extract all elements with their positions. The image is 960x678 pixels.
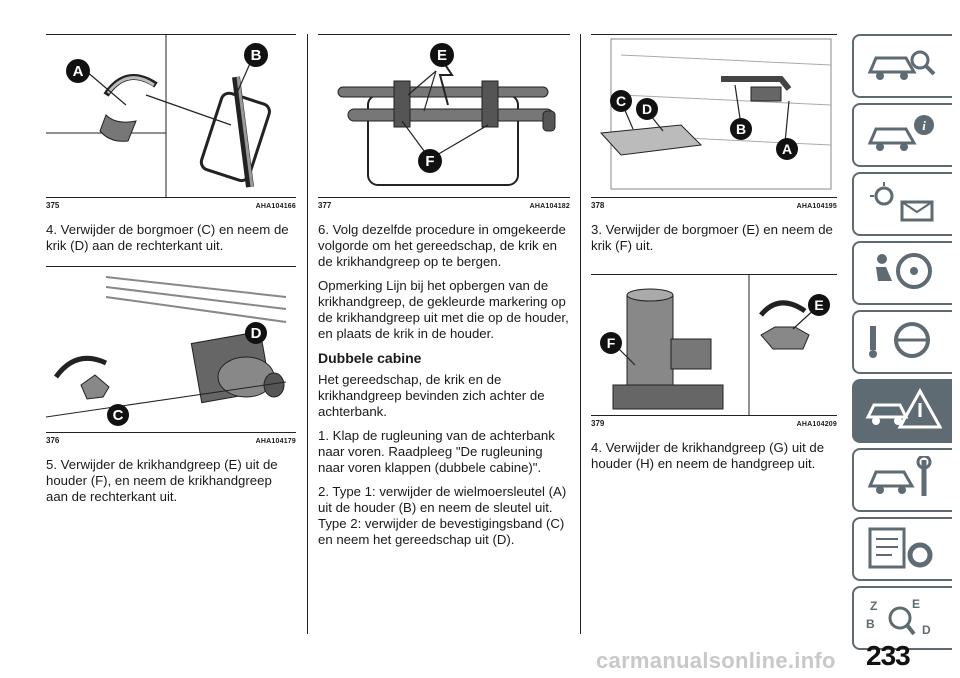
instruction-text: 5. Verwijder de krikhandgreep (E) uit de houder (F), en neem de krikhandgreep aan de rechterkant uit. [46,457,278,504]
double-cab-tools-illustration [591,35,837,197]
figure-caption [591,415,837,428]
figure-378 [591,34,837,197]
figure-caption [318,197,570,210]
chapter-tab-dashboard[interactable] [852,103,952,167]
callout-label: B [250,47,262,64]
body-text: Het gereedschap, de krik en de krikhandgreep bevinden zich achter de achterbank. [318,372,545,419]
figure-caption [46,197,296,210]
callout-label: D [250,325,262,342]
svg-text:Z: Z [870,599,878,613]
callout-label: D [641,101,653,117]
car-search-icon [862,42,942,88]
chapter-tab-technical-data[interactable] [852,517,952,581]
instruction-text: 4. Verwijder de borgmoer (C) en neem de krik (D) aan de rechterkant uit. [46,222,289,253]
column-2 [318,34,570,556]
section-heading: Dubbele cabine [318,350,422,366]
chapter-tab-safety[interactable] [852,241,952,305]
car-wrench-icon [862,456,942,502]
column-divider [307,34,308,634]
chapter-tab-lights[interactable] [852,172,952,236]
callout-label: C [615,93,627,109]
jack-handle-holder-illustration [318,35,570,197]
page-number: 233 [866,640,910,671]
callout-label: A [72,63,84,80]
callout-label: C [112,407,124,424]
figure-number: 376 [46,436,60,445]
callout-label: A [781,141,793,157]
checklist-gear-icon [862,525,942,571]
airbag-steering-icon [862,249,942,295]
figure-number: 378 [591,201,605,210]
note-text: Opmerking Lijn bij het opbergen van de krikhandgreep, de gekleurde markering op de krikhandgreep uit met die op de houder, en plaats de krik in de houder. [318,278,569,341]
figure-376 [46,266,296,432]
callout-label: F [425,153,435,170]
figure-377 [318,34,570,197]
instruction-text: 6. Volg dezelfde procedure in omgekeerde volgorde om het gereedschap, de krik en de krikhandgreep op te bergen. [318,222,566,269]
car-info-icon [862,111,942,157]
wrench-holder-illustration [46,35,296,197]
instruction-text: 1. Klap de rugleuning van de achterbank naar voren. Raadpleeg "De rugleuning naar voren klappen (dubbele cabine)". [318,428,555,475]
figure-number: 379 [591,419,605,428]
svg-text:i: i [922,118,926,133]
figure-number: 377 [318,201,332,210]
instruction-text: 3. Verwijder de borgmoer (E) en neem de krik (F) uit. [591,222,833,253]
chapter-tab-getting-to-know[interactable] [852,34,952,98]
jack-mount-illustration [46,267,296,432]
column-1 [46,34,296,513]
alphabet-search-icon [862,594,942,640]
svg-text:D: D [922,623,931,637]
figure-ref: AHA104209 [796,421,837,428]
instruction-text: 4. Verwijder de krikhandgreep (G) uit de houder (H) en neem de handgreep uit. [591,440,825,471]
instruction-text: 2. Type 1: verwijder de wielmoersleutel (A) uit de houder (B) en neem de sleutel uit. Type 2: verwijder de bevestigingsband (C) en neem het gereedschap uit (D). [318,484,567,547]
figure-ref: AHA104179 [255,438,296,445]
figure-ref: AHA104195 [796,203,837,210]
figure-caption [46,432,296,445]
lights-message-icon [862,180,942,226]
figure-ref: AHA104182 [529,203,570,210]
chapter-tab-maintenance[interactable] [852,448,952,512]
svg-text:E: E [912,597,921,611]
jack-and-nut-illustration [591,275,837,415]
svg-text:B: B [866,617,875,631]
chapter-sidebar [852,34,956,655]
figure-caption [591,197,837,210]
watermark: carmanualsonline.info [596,648,836,673]
warning-breakdown-icon [862,387,942,433]
figure-375 [46,34,296,197]
column-3 [591,34,837,480]
callout-label: F [606,335,616,351]
chapter-tab-starting[interactable] [852,310,952,374]
column-divider [580,34,581,634]
steering-wheel-icon [862,318,942,364]
callout-label: E [436,47,448,64]
figure-379 [591,274,837,415]
figure-ref: AHA104166 [255,203,296,210]
figure-number: 375 [46,201,60,210]
chapter-tab-emergency[interactable] [852,379,952,443]
callout-label: B [735,121,747,137]
callout-label: E [814,297,824,313]
